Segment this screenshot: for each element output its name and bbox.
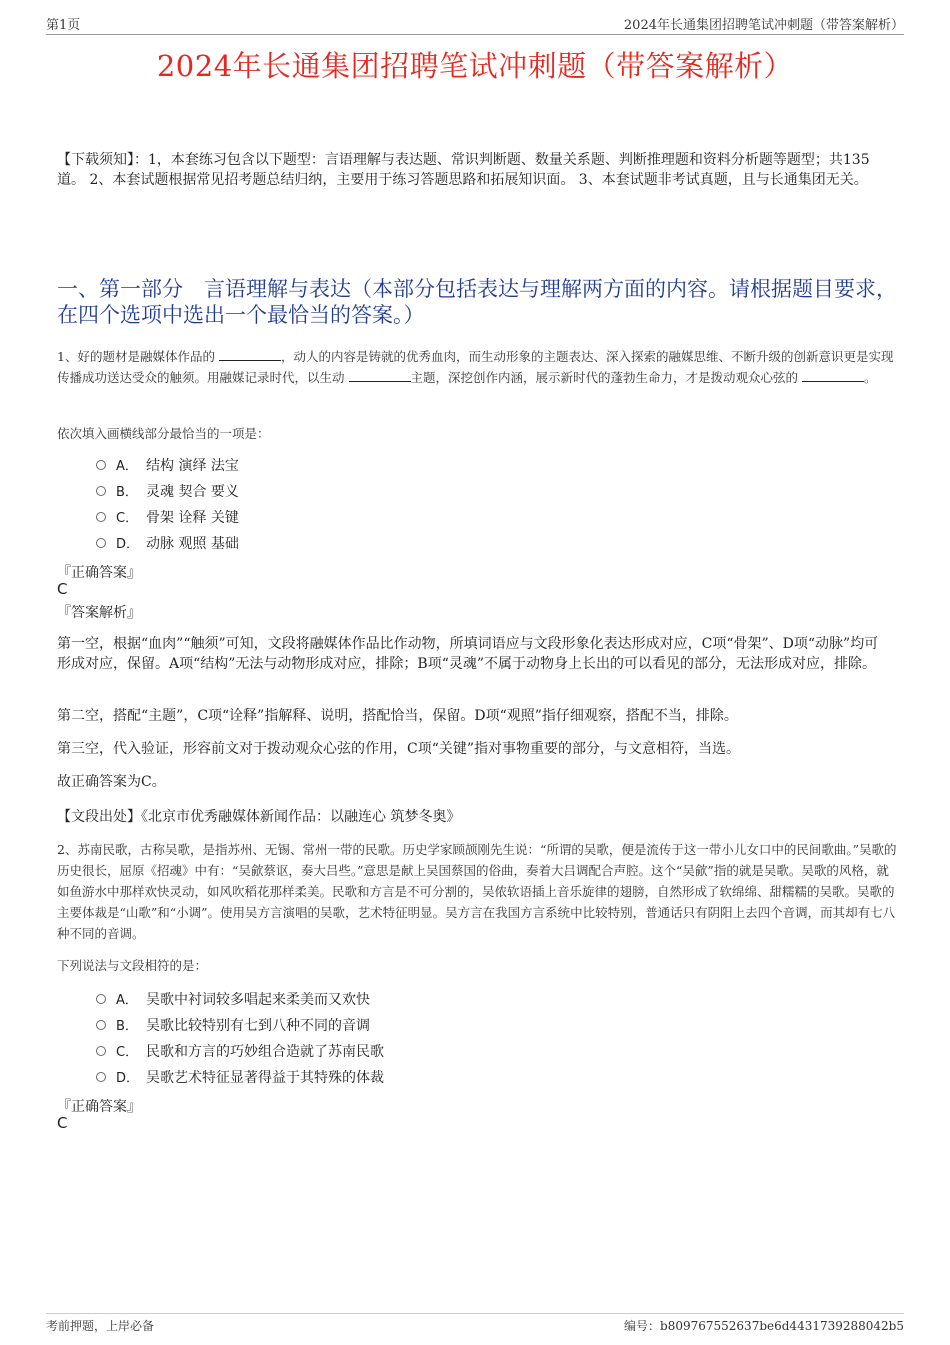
page-number: 第1页 [46,18,81,33]
option-text: 灵魂 契合 要义 [146,484,239,500]
question-1-text [57,346,897,388]
footer-serial: 编号：b809767552637be6d4431739288042b5 [624,1319,904,1333]
q2-option-b[interactable] [96,1016,370,1036]
blank-1 [219,348,281,361]
option-letter: C． [116,1045,139,1060]
q1-answer-label: 『正确答案』 [57,565,141,581]
document-title: 2024年长通集团招聘笔试冲刺题（带答案解析） [156,49,794,83]
page-footer [46,1313,904,1335]
q1-part-3: 主题，深挖创作内涵，展示新时代的蓬勃生命力，才是拨动观众心弦的 [410,370,799,385]
q1-part-1: 1、好的题材是融媒体作品的 [57,349,215,364]
option-text: 吴歌中衬词较多唱起来柔美而又欢快 [146,992,370,1008]
radio-icon[interactable] [96,460,106,470]
option-letter: B． [116,1019,138,1034]
analysis-paragraph: 第一空，根据“血肉”“触须”可知，文段将融媒体作品比作动物，所填词语应与文段形象化表达形成对应，C项“骨架”、D项“动脉”均可形成对应，保留。A项“结构”无法与动物形成对应，排除；B项“灵魂”不属于动物身上长出的可以看见的部分，无法形成对应，排除。 [57,636,879,672]
radio-icon[interactable] [96,1020,106,1030]
header-doc-title: 2024年长通集团招聘笔试冲刺题（带答案解析） [623,18,904,33]
option-text: 结构 演绎 法宝 [146,458,239,474]
question-1-prompt: 依次填入画横线部分最恰当的一项是： [57,426,270,441]
option-letter: A． [116,459,138,474]
radio-icon[interactable] [96,994,106,1004]
q1-part-4: 。 [864,370,877,385]
q1-option-b[interactable] [96,482,239,502]
radio-icon[interactable] [96,538,106,548]
download-notice: 【下载须知】：1，本套练习包含以下题型：言语理解与表达题、常识判断题、数量关系题、判断推理题和资料分析题等题型；共135道。 2、本套试题根据常见招考题总结归纳，主要用于练习答题思路和拓展知识面。 3、本套试题非考试真题，且与长通集团无关。 [57,152,870,188]
analysis-paragraph: 故正确答案为C。 [57,774,166,790]
analysis-paragraph: 第二空，搭配“主题”，C项“诠释”指解释、说明，搭配恰当，保留。D项“观照”指仔细观察，搭配不当，排除。 [57,708,738,724]
option-letter: B． [116,485,138,500]
q2-option-c[interactable] [96,1042,384,1062]
section-heading: 一、第一部分 言语理解与表达（本部分包括表达与理解两方面的内容。请根据题目要求，在四个选项中选出一个最恰当的答案。） [57,277,897,327]
analysis-paragraph: 第三空，代入验证，形容前文对于拨动观众心弦的作用，C项“关键”指对事物重要的部分，与文意相符，当选。 [57,741,741,757]
option-text: 吴歌艺术特征显著得益于其特殊的体裁 [146,1070,384,1086]
option-text: 吴歌比较特别有七到八种不同的音调 [146,1018,370,1034]
q2-option-a[interactable] [96,990,370,1010]
radio-icon[interactable] [96,486,106,496]
page-header [46,14,904,35]
q1-source: 【文段出处】《北京市优秀融媒体新闻作品：以融连心 筑梦冬奥》 [57,809,461,825]
option-letter: D． [116,537,140,552]
q1-option-a[interactable] [96,456,239,476]
option-text: 骨架 诠释 关键 [146,510,239,526]
option-text: 民歌和方言的巧妙组合造就了苏南民歌 [146,1044,384,1060]
question-2-text: 2、苏南民歌，古称吴歌，是指苏州、无锡、常州一带的民歌。历史学家顾颉刚先生说：“所谓的吴歌，便是流传于这一带小儿女口中的民间歌曲。”吴歌的历史很长，屈原《招魂》中有：“吴歈蔡讴，奏大吕些。”意思是献上吴国蔡国的俗曲，奏着大吕调配合声腔。这个“吴歈”指的就是吴歌。吴歌的风格，就如鱼游水中那样欢快灵动，如风吹稻花那样柔美。民歌和方言是不可分割的，吴侬软语插上音乐旋律的翅膀，自然形成了软绵绵、甜糯糯的吴歌。吴歌的主要体裁是“山歌”和“小调”。使用吴方言演唱的吴歌，艺术特征明显。吴方言在我国方言系统中比较特别，普通话只有阴阳上去四个音调，而其却有七八种不同的音调。 [57,842,897,941]
option-text: 动脉 观照 基础 [146,536,239,552]
radio-icon[interactable] [96,1072,106,1082]
option-letter: D． [116,1071,140,1086]
q1-option-d[interactable] [96,534,239,554]
radio-icon[interactable] [96,512,106,522]
option-letter: A． [116,993,138,1008]
footer-slogan: 考前押题，上岸必备 [46,1319,155,1333]
question-2-prompt: 下列说法与文段相符的是： [57,958,208,973]
blank-3 [802,369,864,382]
q1-option-c[interactable] [96,508,239,528]
q2-option-d[interactable] [96,1068,384,1088]
radio-icon[interactable] [96,1046,106,1056]
q1-part-2: ，动人的内容是铸就的优秀血肉，而生动形象的主题表达、深入探索的融媒思维、不断升级的创新意识更是实现传播成功送达受众的触须。用融媒记录时代，以生动 [57,349,894,385]
q1-analysis-label: 『答案解析』 [57,605,141,621]
q2-answer: C [57,1114,68,1132]
option-letter: C． [116,511,139,526]
blank-2 [349,369,411,382]
q2-answer-label: 『正确答案』 [57,1099,141,1115]
q1-answer: C [57,580,68,598]
